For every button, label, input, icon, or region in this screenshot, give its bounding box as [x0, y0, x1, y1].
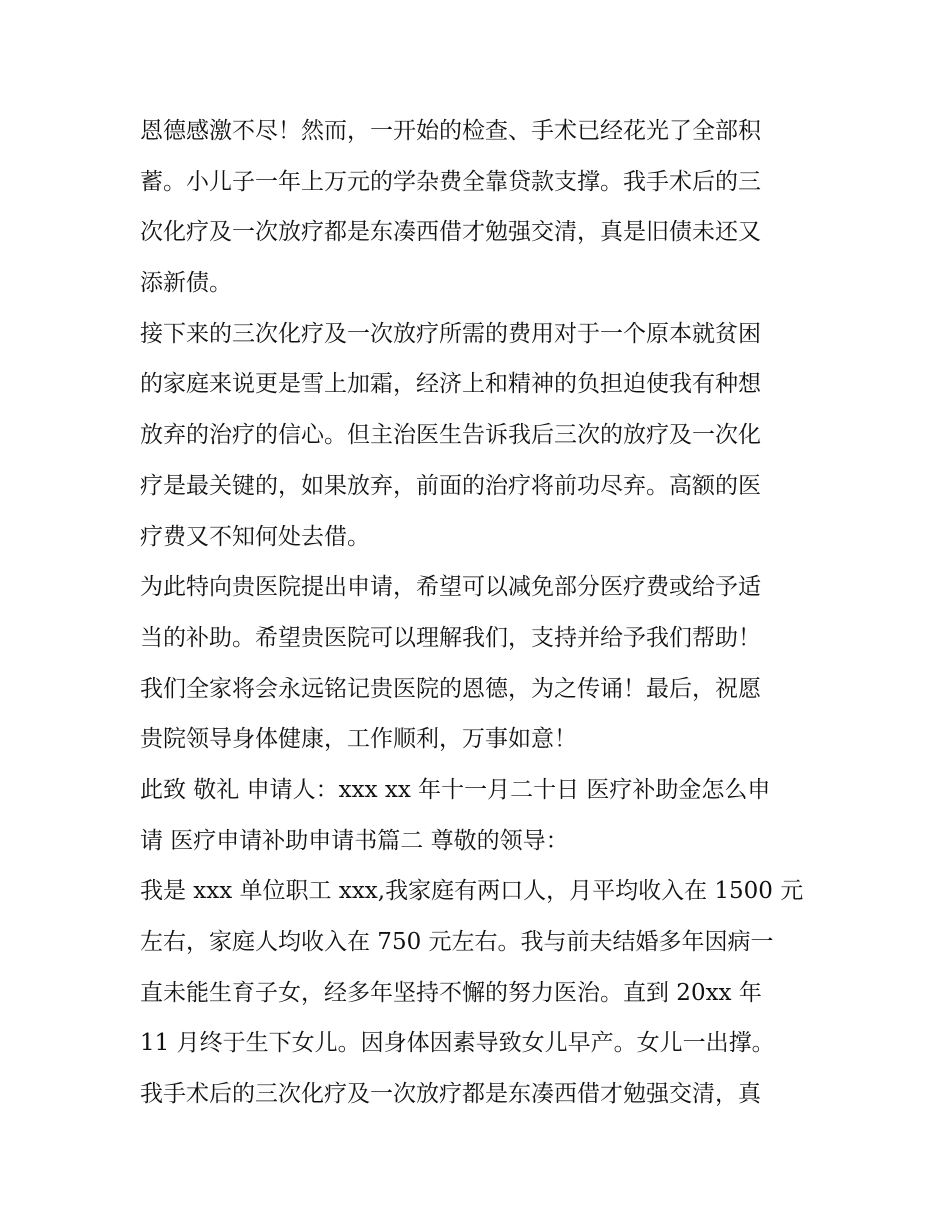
text-line: 请 医疗申请补助申请书篇二 尊敬的领导：	[140, 827, 569, 854]
text-line: 直未能生育子女，经多年坚持不懈的努力医治。直到 20xx 年	[140, 979, 762, 1006]
text-line: 蓄。小儿子一年上万元的学杂费全靠贷款支撑。我手术后的三	[140, 168, 761, 195]
text-line: 我手术后的三次化疗及一次放疗都是东凑西借才勉强交清，真	[140, 1081, 761, 1108]
text-line: 次化疗及一次放疗都是东凑西借才勉强交清，真是旧债未还又	[140, 219, 761, 246]
text-line: 贵院领导身体健康，工作顺利，万事如意！	[140, 726, 577, 753]
text-line: 我们全家将会永远铭记贵医院的恩德，为之传诵！最后，祝愿	[140, 675, 761, 702]
text-line: 此致 敬礼 申请人：xxx xx 年十一月二十日 医疗补助金怎么申	[140, 776, 771, 803]
text-line: 当的补助。希望贵医院可以理解我们，支持并给予我们帮助！	[140, 624, 761, 651]
text-line: 我是 xxx 单位职工 xxx,我家庭有两口人，月平均收入在 1500 元	[140, 878, 804, 905]
text-line: 为此特向贵医院提出申请，希望可以减免部分医疗费或给予适	[140, 574, 761, 601]
text-line: 恩德感激不尽！然而，一开始的检查、手术已经花光了全部积	[140, 118, 761, 144]
text-line: 接下来的三次化疗及一次放疗所需的费用对于一个原本就贫困	[140, 320, 761, 347]
text-line: 添新债。	[140, 270, 232, 297]
text-line: 疗是最关键的，如果放弃，前面的治疗将前功尽弃。高额的医	[140, 472, 761, 499]
text-line: 的家庭来说更是雪上加霜，经济上和精神的负担迫使我有种想	[140, 371, 761, 398]
text-line: 疗费又不知何处去借。	[140, 523, 370, 550]
text-line: 11 月终于生下女儿。因身体因素导致女儿早产。女儿一出撑。	[140, 1030, 775, 1057]
document-text-body	[140, 106, 820, 1120]
text-line: 左右，家庭人均收入在 750 元左右。我与前夫结婚多年因病一	[140, 929, 774, 955]
text-line: 放弃的治疗的信心。但主治医生告诉我后三次的放疗及一次化	[140, 422, 761, 449]
